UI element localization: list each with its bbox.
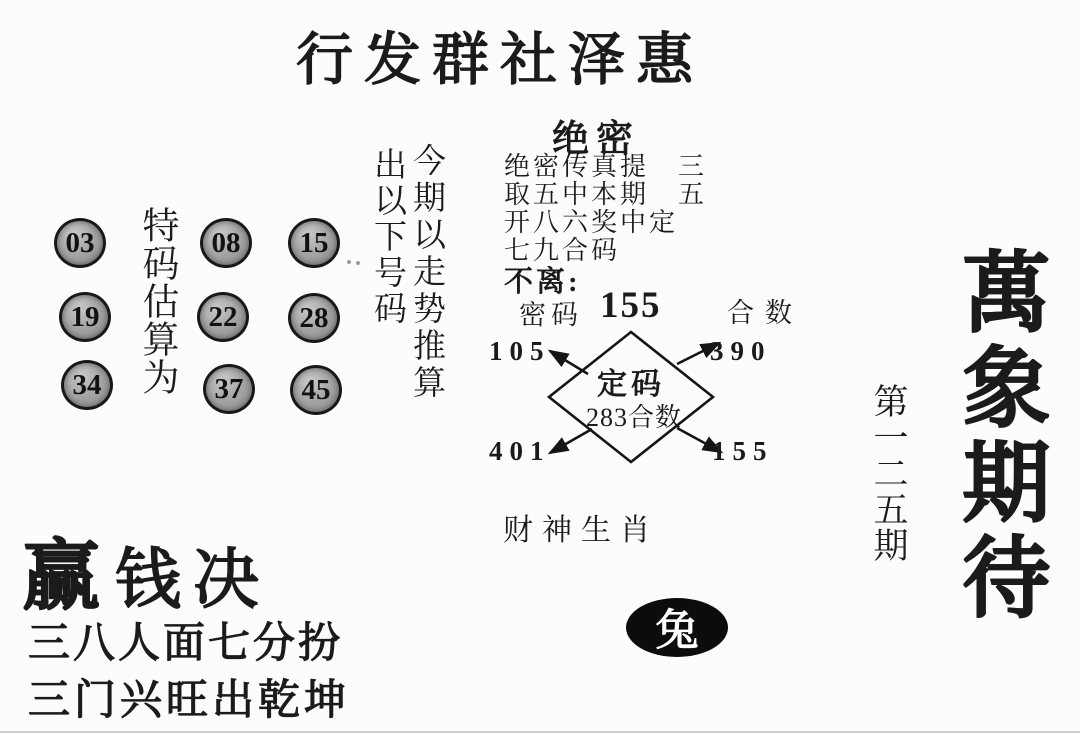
scan-edge-line [0, 731, 1080, 733]
diamond-value-number: 283 [585, 403, 628, 432]
number-ball: 45 [290, 365, 342, 415]
zodiac-badge [626, 598, 728, 657]
secret-line: 取五中本期 五 [504, 180, 708, 209]
password-label: 密码 [519, 300, 583, 330]
note-trend-prediction: 今期以走势推算 [408, 143, 444, 402]
issue-number: 第一二五期 [869, 383, 908, 563]
footer-verse-line: 三门兴旺出乾坤 [28, 678, 351, 724]
zodiac-label: 财神生肖 [503, 514, 659, 547]
secret-line: 绝密传真提 三 [504, 152, 708, 181]
note-output-numbers: 出以下号码 [369, 147, 405, 327]
number-ball: 37 [203, 364, 255, 414]
password-value: 155 [600, 285, 662, 326]
corner-number-top-right: 390 [710, 336, 772, 366]
secret-header: 绝密 [552, 119, 640, 160]
diamond-label: 定码 [597, 368, 665, 401]
footer-verse-line: 三八人面七分扮 [28, 621, 344, 667]
number-ball: 28 [288, 293, 340, 343]
scan-artifact-dot [347, 260, 351, 264]
footer-title-first-char: 赢 [22, 533, 99, 619]
scan-artifact-dot [356, 261, 360, 265]
number-ball: 19 [59, 292, 111, 342]
special-code-label: 特码估算为 [136, 206, 177, 396]
corner-number-bottom-left: 401 [489, 436, 551, 466]
not-leave-label: 不离: [504, 266, 581, 298]
number-ball: 03 [54, 218, 106, 268]
zodiac-animal: 兔 [655, 607, 699, 655]
diamond-value [561, 397, 707, 434]
footer-title-rest: 钱决 [115, 544, 271, 617]
secret-line: 七九合码 [504, 236, 621, 265]
sum-label: 合数 [727, 298, 803, 328]
footer-title [22, 514, 271, 625]
secret-line: 开八六奖中定 [504, 208, 679, 237]
page-title: 行发群社泽惠 [296, 29, 704, 92]
number-ball: 15 [288, 218, 340, 268]
number-ball: 34 [61, 360, 113, 410]
number-ball: 22 [197, 292, 249, 342]
issue-slogan: 萬象期待 [949, 246, 1046, 626]
number-ball: 08 [200, 218, 252, 268]
corner-number-bottom-right: 155 [712, 436, 774, 466]
diamond-value-suffix: 合数 [627, 403, 682, 432]
corner-number-top-left: 105 [489, 336, 551, 366]
